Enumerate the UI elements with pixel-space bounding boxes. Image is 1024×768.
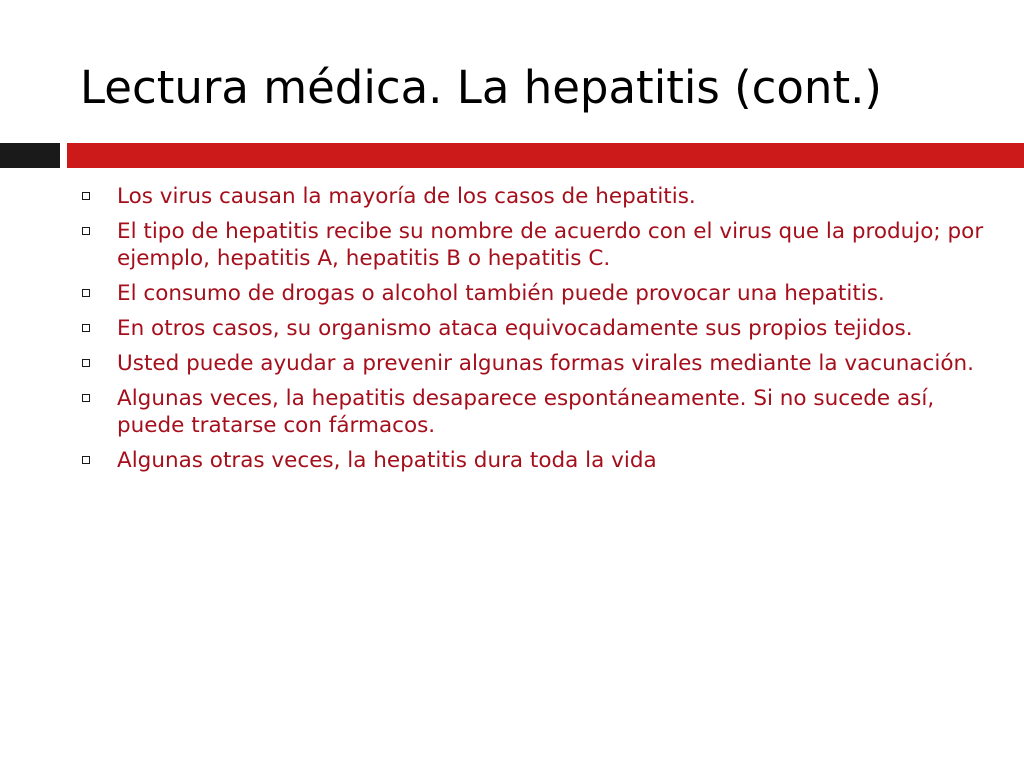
bullet-text: Los virus causan la mayoría de los casos de hepatitis. xyxy=(117,184,696,209)
hollow-square-icon xyxy=(82,192,90,200)
hollow-square-icon xyxy=(82,289,90,297)
bullet-text: Algunas otras veces, la hepatitis dura toda la vida xyxy=(117,448,657,473)
bullet-text: Algunas veces, la hepatitis desaparece espontáneamente. Si no sucede así, puede tratarse con fármacos. xyxy=(117,386,935,438)
bullet-item xyxy=(80,315,1000,342)
bullet-item xyxy=(80,280,1000,307)
hollow-square-icon xyxy=(82,227,90,235)
hollow-square-icon xyxy=(82,324,90,332)
bullet-text: El tipo de hepatitis recibe su nombre de acuerdo con el virus que la produjo; por ejemplo, hepatitis A, hepatitis B o hepatitis C. xyxy=(117,219,984,271)
bullet-text: El consumo de drogas o alcohol también puede provocar una hepatitis. xyxy=(117,281,885,306)
bullet-item xyxy=(80,447,1000,474)
bullet-text: Usted puede ayudar a prevenir algunas formas virales mediante la vacunación. xyxy=(117,351,974,376)
bullet-text: En otros casos, su organismo ataca equivocadamente sus propios tejidos. xyxy=(117,316,913,341)
hollow-square-icon xyxy=(82,394,90,402)
bullet-item xyxy=(80,385,1000,439)
bullet-item xyxy=(80,218,1000,272)
bullet-item xyxy=(80,350,1000,377)
hollow-square-icon xyxy=(82,456,90,464)
bullet-item xyxy=(80,183,1000,210)
hollow-square-icon xyxy=(82,359,90,367)
title-divider-accent-bar xyxy=(67,143,1024,168)
slide-title: Lectura médica. La hepatitis (cont.) xyxy=(80,61,882,114)
title-divider-dark-block xyxy=(0,143,60,168)
bullet-list xyxy=(80,183,1000,482)
